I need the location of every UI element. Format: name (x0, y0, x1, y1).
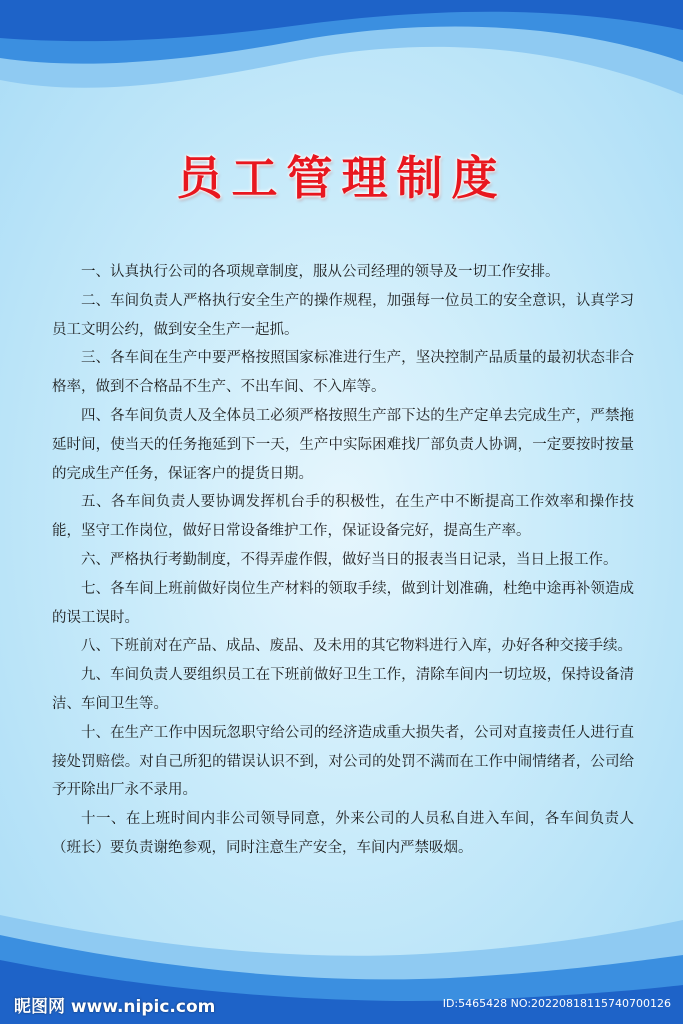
rule-paragraph: 一、认真执行公司的各项规章制度，服从公司经理的领导及一切工作安排。 (81, 264, 560, 280)
rule-paragraph: 二、车间负责人严格执行安全生产的操作规程，加强每一位员工的安全意识，认真学习员工文明公约，做到安全生产一起抓。 (52, 292, 634, 338)
watermark-site: 昵图网 www.nipic.com (14, 997, 216, 1017)
rule-paragraph: 九、车间负责人要组织员工在下班前做好卫生工作，清除车间内一切垃圾，保持设备清洁、车间卫生等。 (52, 667, 634, 712)
rule-paragraph: 八、下班前对在产品、成品、废品、及未用的其它物料进行入库，办好各种交接手续。 (81, 638, 632, 655)
rules-body (52, 258, 634, 863)
rule-paragraph: 六、严格执行考勤制度，不得弄虚作假，做好当日的报表当日记录，当日上报工作。 (81, 551, 618, 568)
rule-paragraph: 三、各车间在生产中要严格按照国家标准进行生产，坚决控制产品质量的最初状态非合格率，做到不合格品不生产、不出车间、不入库等。 (52, 350, 634, 396)
rule-paragraph: 七、各车间上班前做好岗位生产材料的领取手续，做到计划准确，杜绝中途再补领造成的误工误时。 (52, 580, 634, 626)
rule-paragraph: 四、各车间负责人及全体员工必须严格按照生产部下达的生产定单去完成生产，严禁拖延时间，使当天的任务拖延到下一天，生产中实际困难找厂部负责人协调，一定要按时按量的完成生产任务，保证客户的提货日期。 (52, 407, 634, 482)
page-title: 员工管理制度 (176, 151, 507, 205)
watermark-id: ID:5465428 NO:20220818115740700126 (442, 997, 671, 1010)
rule-paragraph: 五、各车间负责人要协调发挥机台手的积极性，在生产中不断提高工作效率和操作技能，坚守工作岗位，做好日常设备维护工作，保证设备完好，提高生产率。 (52, 494, 634, 540)
rule-paragraph: 十一、在上班时间内非公司领导同意，外来公司的人员私自进入车间，各车间负责人（班长）要负责谢绝参观，同时注意生产安全，车间内严禁吸烟。 (52, 811, 634, 856)
rule-paragraph: 十、在生产工作中因玩忽职守给公司的经济造成重大损失者，公司对直接责任人进行直接处罚赔偿。对自己所犯的错误认识不到，对公司的处罚不满而在工作中闹情绪者，公司给予开除出厂永不录用。 (52, 724, 634, 799)
